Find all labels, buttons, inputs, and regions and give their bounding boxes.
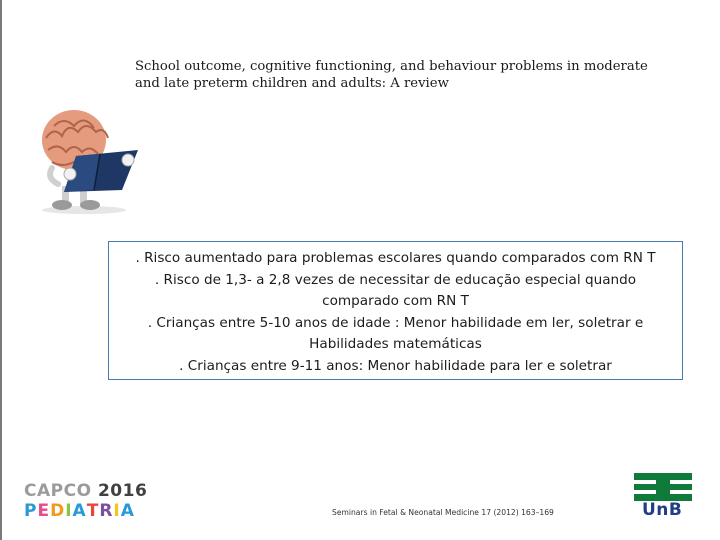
- brain-reading-book-icon: [24, 98, 146, 216]
- unb-logo-text: UnB: [642, 500, 683, 520]
- logo-capco-text: CAPCO: [24, 481, 92, 501]
- logo-letter: A: [120, 501, 135, 521]
- logo-pediatria: [24, 501, 147, 521]
- article-title: [135, 58, 655, 92]
- logo-letter: A: [72, 501, 87, 521]
- content-box: [108, 241, 683, 380]
- logo-letter: T: [86, 501, 100, 521]
- capco-pediatria-logo: [24, 482, 147, 521]
- content-line: . Crianças entre 5-10 anos de idade : Menor habilidade em ler, soletrar e: [147, 314, 644, 331]
- content-line: . Risco de 1,3- a 2,8 vezes de necessitar de educação especial quando: [154, 271, 637, 288]
- content-line: Habilidades matemáticas: [309, 336, 482, 353]
- logo-letter: E: [37, 501, 51, 521]
- logo-year: 2016: [97, 481, 148, 501]
- article-title-line-1: School outcome, cognitive functioning, and behaviour problems in moderate: [135, 59, 648, 74]
- logo-letter: P: [24, 501, 38, 521]
- article-title-line-2: and late preterm children and adults: A review: [135, 76, 449, 91]
- logo-letter: I: [113, 501, 121, 521]
- content-line: comparado com RN T: [322, 293, 469, 310]
- logo-letter: D: [50, 501, 66, 521]
- logo-letter: R: [99, 501, 114, 521]
- content-line: . Risco aumentado para problemas escolares quando comparados com RN T: [135, 250, 656, 266]
- logo-capco: [24, 482, 147, 501]
- content-line: . Crianças entre 9-11 anos: Menor habilidade para ler e soletrar: [179, 357, 612, 374]
- logo-letter: I: [65, 501, 73, 521]
- citation: Seminars in Fetal & Neonatal Medicine 17 (2012) 163–169: [332, 508, 554, 517]
